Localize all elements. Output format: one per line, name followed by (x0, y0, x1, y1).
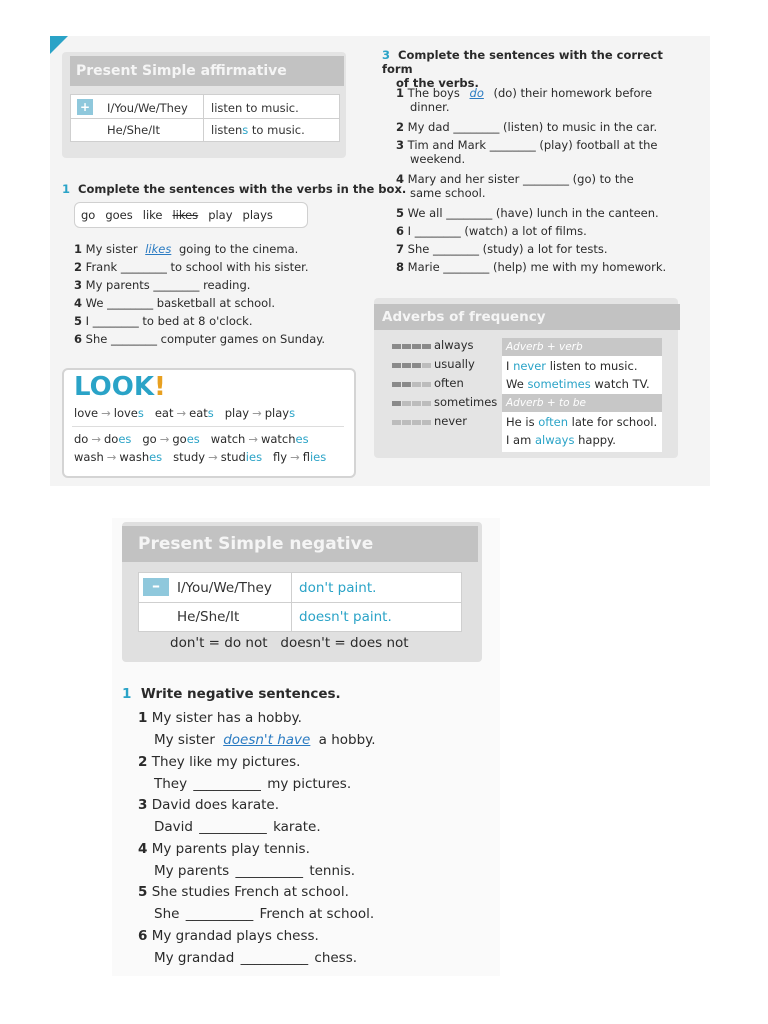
item-text: (study) a lot for tests. (482, 242, 608, 256)
exercise-3-item (396, 260, 696, 274)
exercise-1-item (74, 242, 298, 256)
look-suffix: ies (309, 450, 327, 464)
word: like (142, 208, 163, 222)
item-blank: ________ (120, 260, 167, 274)
look-stem: eat (189, 406, 208, 420)
negative-item-answer (154, 776, 351, 792)
example-sometimes: We sometimes watch TV. (506, 377, 650, 391)
item-text: Mary and her sister (407, 172, 520, 186)
item-blank: ________ (446, 206, 493, 220)
negative-item-sentence (138, 710, 302, 726)
item-number: 8 (396, 260, 405, 274)
item-blank: ________ (453, 120, 500, 134)
negative-item-answer (154, 863, 355, 879)
item-number: 6 (74, 332, 83, 346)
look-stem: love (113, 406, 138, 420)
arrow-icon: → (101, 406, 111, 420)
negative-subject-1: I/You/We/They (177, 580, 272, 596)
look-suffix: es (149, 450, 163, 464)
item-text: My sister (85, 242, 138, 256)
negative-item-answer (154, 950, 357, 966)
look-suffix: es (295, 432, 309, 446)
item-text: going to the cinema. (178, 242, 299, 256)
adverbs-examples (502, 338, 662, 452)
item-continuation: dinner. (410, 100, 450, 114)
item-number: 5 (74, 314, 83, 328)
item-text: My grandad (154, 949, 235, 966)
item-number: 2 (396, 120, 405, 134)
item-sentence: My grandad plays chess. (151, 927, 319, 944)
affirmative-verb-1: listen to music. (211, 101, 299, 115)
look-box (62, 368, 356, 478)
affirmative-subject-1: I/You/We/They (107, 101, 188, 115)
exercise-3-item (396, 138, 696, 166)
look-stem: play (264, 406, 290, 420)
negative-item-sentence (138, 797, 279, 813)
item-sentence: My sister has a hobby. (151, 710, 302, 726)
example-never: I never listen to music. (506, 359, 638, 373)
adverb-scale-row (392, 338, 474, 352)
item-continuation: weekend. (410, 152, 466, 166)
frequency-bars-icon (392, 376, 434, 390)
item-number: 1 (396, 86, 405, 100)
look-stem: stud (220, 450, 246, 464)
item-answer: likes (145, 242, 172, 256)
exercise-1-item (74, 260, 309, 274)
look-base: love (74, 406, 99, 420)
item-number: 2 (74, 260, 83, 274)
negative-verb-1: don't paint. (299, 580, 377, 596)
word-box (74, 202, 308, 228)
negative-item-answer (154, 906, 374, 922)
adverb-label: usually (434, 357, 475, 371)
exercise-3-item (396, 206, 696, 220)
negative-item-sentence (138, 884, 349, 900)
minus-icon: – (143, 578, 169, 596)
adverb-label: often (434, 376, 464, 390)
item-text: (play) football at the (539, 138, 658, 152)
item-number: 7 (396, 242, 405, 256)
item-number: 6 (138, 927, 148, 944)
adverb-label: always (434, 338, 474, 352)
example-often: He is often late for school. (506, 415, 658, 429)
item-blank: ________ (111, 332, 157, 346)
adverb-scale-row (392, 414, 467, 428)
look-base: eat (154, 406, 174, 420)
arrow-icon: → (252, 406, 262, 420)
look-suffix: s (289, 406, 296, 420)
item-sentence: David does karate. (151, 797, 279, 813)
item-text: (listen) to music in the car. (503, 120, 658, 134)
negative-exercise-instruction: 1 Write negative sentences. (122, 686, 341, 702)
item-blank: __________ (193, 775, 261, 792)
item-sentence: She studies French at school. (151, 884, 349, 900)
look-base: fly (273, 450, 288, 464)
item-text: to bed at 8 o'clock. (142, 314, 253, 328)
arrow-icon: → (208, 450, 218, 464)
arrow-icon: → (159, 432, 170, 446)
arrow-icon: → (176, 406, 187, 420)
look-suffix: s (207, 406, 214, 420)
affirmative-subject-2: He/She/It (107, 123, 161, 137)
item-continuation: same school. (410, 186, 486, 200)
adverb-scale-row (392, 357, 475, 371)
item-blank: ________ (92, 314, 139, 328)
negative-item-sentence (138, 754, 300, 770)
look-base: study (173, 450, 206, 464)
adverbs-title: Adverbs of frequency (374, 304, 680, 330)
word: play (208, 208, 233, 222)
look-base: watch (210, 432, 246, 446)
item-text: David (154, 819, 193, 835)
adverb-label: never (434, 414, 467, 428)
item-blank: ________ (523, 172, 570, 186)
exercise-3-item (396, 242, 696, 256)
exercise-1-item (74, 332, 325, 346)
negative-grammar-box (122, 522, 482, 662)
affirmative-verb-2: listens to music. (211, 123, 305, 137)
item-text: Marie (407, 260, 440, 274)
item-text: We all (407, 206, 443, 220)
word: goes (105, 208, 133, 222)
look-stem: do (103, 432, 119, 446)
item-number: 5 (396, 206, 405, 220)
item-text: chess. (314, 949, 358, 966)
item-number: 5 (138, 884, 148, 900)
negative-title: Present Simple negative (122, 526, 478, 562)
item-text: karate. (273, 819, 321, 835)
item-blank: ________ (433, 242, 479, 256)
item-text: computer games on Sunday. (160, 332, 326, 346)
look-divider (72, 426, 344, 427)
exercise-3-item (396, 224, 696, 238)
item-text: (have) lunch in the canteen. (495, 206, 659, 220)
item-text: basketball at school. (156, 296, 276, 310)
item-text: My parents (85, 278, 150, 292)
negative-subject-2: He/She/It (177, 609, 240, 625)
exercise-3-instruction: 3 Complete the sentences with the correct form of the verbs. (382, 48, 663, 90)
negative-verb-2: doesn't paint. (299, 609, 392, 625)
look-stem: watch (260, 432, 296, 446)
item-answer: do (469, 86, 484, 100)
item-blank: __________ (199, 819, 267, 835)
item-text: My sister (154, 732, 215, 748)
look-base: go (142, 432, 157, 446)
affirmative-table (70, 94, 340, 142)
item-blank: ________ (153, 278, 200, 292)
rule-adverb-to-be: Adverb + to be (502, 394, 662, 412)
item-number: 4 (138, 840, 148, 857)
item-blank: __________ (235, 862, 304, 879)
item-number: 3 (396, 138, 405, 152)
item-text: I (407, 224, 412, 238)
look-stem: go (172, 432, 187, 446)
item-text: to school with his sister. (170, 260, 309, 274)
item-text: My dad (407, 120, 450, 134)
item-blank: ________ (107, 296, 154, 310)
item-text: a hobby. (318, 732, 376, 748)
adverbs-box (374, 298, 678, 458)
item-number: 3 (138, 797, 148, 813)
arrow-icon: → (91, 432, 101, 446)
affirmative-grammar-box (62, 52, 346, 158)
frequency-bars-icon (392, 357, 434, 371)
exercise-1-item (74, 314, 253, 328)
arrow-icon: → (106, 450, 117, 464)
item-text: I (85, 314, 90, 328)
look-base: play (224, 406, 250, 420)
adverb-label: sometimes (434, 395, 498, 409)
frequency-bars-icon (392, 414, 434, 428)
item-blank: ________ (489, 138, 536, 152)
item-answer: doesn't have (223, 732, 311, 748)
item-text: Frank (85, 260, 118, 274)
negative-item-sentence (138, 928, 319, 944)
item-text: tennis. (309, 862, 356, 879)
example-always: I am always happy. (506, 433, 616, 447)
negative-item-answer (154, 732, 376, 748)
word: go (81, 208, 96, 222)
item-text: We (85, 296, 104, 310)
exercise-1-item (74, 278, 250, 292)
rule-adverb-verb: Adverb + verb (502, 338, 662, 356)
negative-table (138, 572, 462, 632)
word-crossed: likes (172, 208, 199, 222)
exercise-1-item (74, 296, 275, 310)
negative-item-answer (154, 819, 321, 835)
look-title: LOOK! (74, 372, 166, 402)
item-number: 6 (396, 224, 405, 238)
exercise-3-item (396, 120, 696, 134)
frequency-bars-icon (392, 338, 434, 352)
adverb-scale-row (392, 395, 497, 409)
item-sentence: My parents play tennis. (151, 840, 310, 857)
look-row (74, 450, 337, 464)
item-blank: __________ (185, 906, 254, 922)
item-text: Tim and Mark (407, 138, 487, 152)
look-stem: wash (119, 450, 150, 464)
affirmative-title: Present Simple affirmative (70, 56, 344, 86)
look-suffix: s (137, 406, 144, 420)
look-stem: fl (302, 450, 310, 464)
adverb-scale-row (392, 376, 464, 390)
item-text: (go) to the (572, 172, 634, 186)
item-number: 4 (74, 296, 83, 310)
item-blank: __________ (240, 949, 309, 966)
exercise-1-instruction: 1 Complete the sentences with the verbs in the box. (62, 182, 407, 196)
look-base: wash (74, 450, 104, 464)
item-text: French at school. (259, 906, 375, 922)
look-row (74, 406, 306, 420)
item-number: 2 (138, 753, 148, 770)
item-text: The boys (407, 86, 460, 100)
item-text: She (407, 242, 430, 256)
item-text: They (154, 775, 188, 792)
item-text: (help) me with my homework. (492, 260, 667, 274)
look-row (74, 432, 320, 446)
item-text: (watch) a lot of films. (464, 224, 587, 238)
arrow-icon: → (290, 450, 300, 464)
look-suffix: es (186, 432, 200, 446)
look-base: do (74, 432, 89, 446)
negative-item-sentence (138, 841, 310, 857)
look-suffix: es (118, 432, 132, 446)
item-number: 4 (396, 172, 405, 186)
arrow-icon: → (248, 432, 258, 446)
item-blank: ________ (414, 224, 461, 238)
item-text: She (85, 332, 108, 346)
plus-icon: + (77, 99, 93, 115)
item-number: 1 (138, 710, 148, 726)
word: plays (242, 208, 273, 222)
item-text: (do) their homework before (493, 86, 653, 100)
item-text: my pictures. (267, 775, 352, 792)
exercise-3-item (396, 86, 696, 114)
negative-note: don't = do not doesn't = does not (170, 635, 409, 651)
item-text: reading. (203, 278, 251, 292)
frequency-bars-icon (392, 395, 434, 409)
item-number: 1 (74, 242, 83, 256)
exercise-3-item (396, 172, 696, 200)
item-sentence: They like my pictures. (151, 753, 301, 770)
look-suffix: ies (245, 450, 263, 464)
item-text: My parents (154, 862, 230, 879)
item-text: She (154, 906, 180, 922)
item-blank: ________ (443, 260, 490, 274)
item-number: 3 (74, 278, 83, 292)
